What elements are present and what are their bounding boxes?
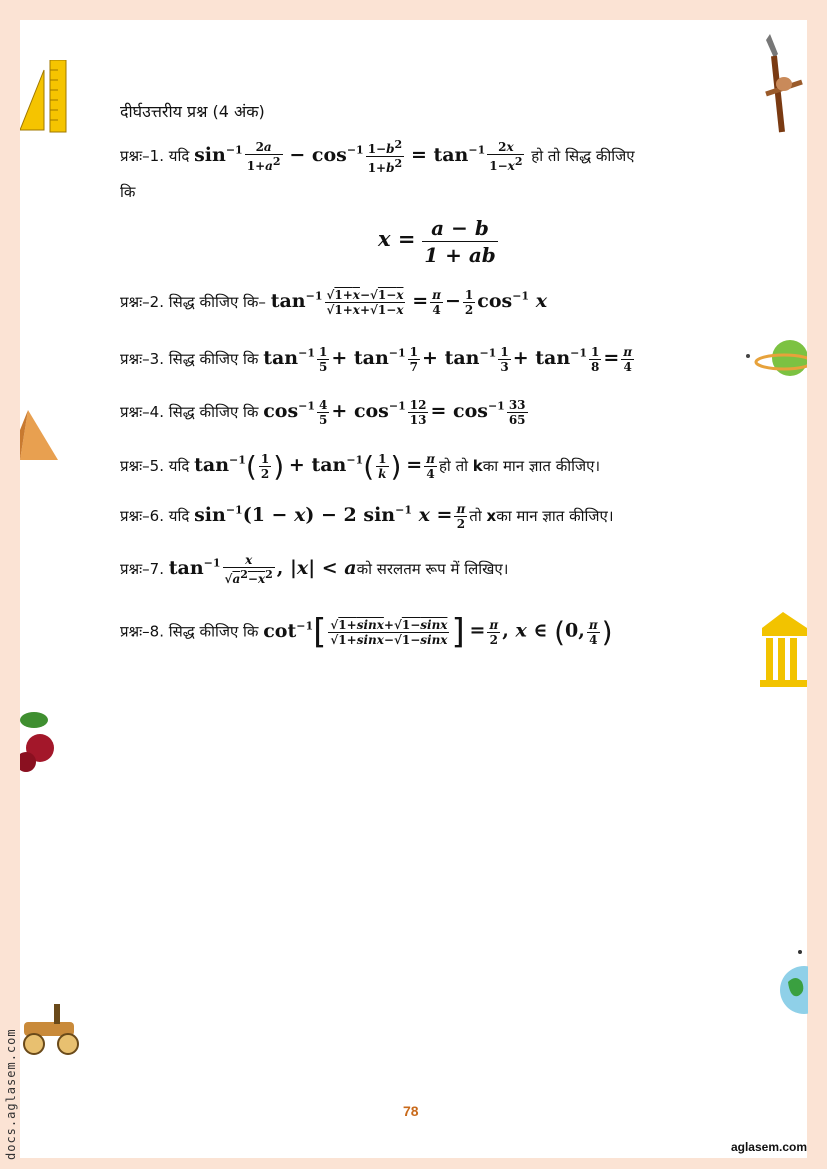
fraction: $\frac{1}{8}$: [591, 345, 600, 374]
math: , |x| < a: [276, 557, 357, 579]
question-label: प्रश्नः–7.: [120, 560, 164, 578]
question-label: प्रश्नः–6.: [120, 507, 164, 525]
question-text: तो: [469, 507, 482, 525]
math: $\tan^{-1}$: [168, 556, 221, 579]
fraction: $\frac{1}{2}$: [260, 452, 270, 481]
math: $\cos^{-1} x$: [477, 289, 548, 312]
globe-icon: [778, 948, 808, 1018]
math: $\tan^{-1}$: [263, 346, 315, 369]
fraction: $\frac{\pi}{2}$: [456, 502, 466, 531]
fraction: $\frac{\pi}{4}$: [426, 452, 435, 481]
fruit-icon: [20, 706, 56, 776]
fraction: $\frac{1}{5}$: [319, 345, 328, 374]
question-text: सिद्ध कीजिए कि–: [168, 293, 266, 311]
result-numerator: a − b: [422, 215, 498, 242]
spear-icon: [762, 34, 807, 134]
question-5: प्रश्नः–5. यदि $\tan^{-1}$( $\frac{1}{2}$ ) + $\tan^{-1}$( $\frac{1}{k}$ ) = $\frac{\pi}{4}$ हो तो kका मान ज्ञात कीजिए।: [120, 450, 601, 483]
math: 0,: [565, 619, 585, 642]
fraction: $\frac{1-b^2}{1+b^2}$: [367, 138, 403, 175]
question-text: यदि: [168, 507, 190, 525]
fraction: $\frac{1}{2}$: [464, 288, 474, 317]
result-lhs: x =: [378, 226, 416, 251]
planet-icon: [742, 336, 807, 381]
fraction: $\frac{\pi}{2}$: [489, 617, 499, 647]
temple-icon: [760, 608, 807, 688]
question-label: प्रश्नः–4.: [120, 403, 164, 421]
page-number: 78: [403, 1103, 419, 1119]
math: =: [603, 347, 620, 369]
math: = $\tan^{-1}$: [410, 143, 486, 166]
question-7: [120, 553, 508, 586]
math: $\tan^{-1}$: [270, 289, 323, 312]
question-label: प्रश्नः–8.: [120, 622, 164, 641]
math: −: [444, 290, 461, 312]
question-text: सिद्ध कीजिए कि: [168, 350, 259, 368]
question-1-continuation: कि: [120, 183, 136, 201]
question-text: यदि: [168, 147, 190, 165]
question-3: [120, 345, 636, 374]
fraction: $\frac{1}{3}$: [500, 345, 509, 374]
fraction: $\frac{1}{7}$: [409, 345, 419, 374]
fraction: $\frac{4}{5}$: [319, 398, 328, 427]
math: $\tan^{-1}$: [194, 453, 246, 476]
result-denominator: 1 + ab: [424, 243, 496, 267]
fraction: $\frac{33}{65}$: [508, 398, 526, 427]
question-text: सिद्ध कीजिए कि: [168, 403, 259, 421]
question-6: [120, 502, 614, 531]
math: , x ∈: [502, 619, 555, 642]
math: + $\tan^{-1}$: [512, 346, 588, 369]
math: + $\tan^{-1}$: [331, 346, 406, 369]
question-4: [120, 398, 530, 427]
fraction: $\frac{√1+\sin x+√1-\sin x}{√1+\sin x-√1-\sin x}$: [330, 617, 448, 647]
cannon-icon: [20, 998, 82, 1058]
question-text: सिद्ध कीजिए कि: [168, 622, 259, 641]
math: $\sin^{-1}$: [194, 143, 243, 166]
math: = $\cos^{-1}$: [430, 399, 505, 422]
math: =: [406, 454, 423, 476]
question-text: यदि: [168, 457, 190, 475]
question-text: हो तो सिद्ध कीजिए: [531, 147, 635, 165]
fraction: $\frac{\pi}{4}$: [623, 345, 633, 374]
math: − $\cos^{-1}$: [289, 143, 364, 166]
math: + $\tan^{-1}$: [288, 453, 364, 476]
fraction: $\frac{\pi}{4}$: [588, 617, 598, 647]
math: + $\tan^{-1}$: [422, 346, 497, 369]
question-label: प्रश्नः–2.: [120, 293, 164, 311]
ruler-icon: [20, 60, 68, 135]
variable: k: [472, 457, 483, 475]
question-label: प्रश्नः–1.: [120, 147, 164, 165]
question-label: प्रश्नः–3.: [120, 350, 164, 368]
fraction: $\frac{\pi}{4}$: [432, 288, 441, 317]
math: $\sin^{-1}(1 - x) - 2$ $\sin^{-1} x$ =: [194, 503, 453, 526]
question-text: का मान ज्ञात कीजिए।: [496, 507, 614, 525]
question-text: हो तो: [438, 457, 469, 475]
math: $\cot^{-1}$: [263, 619, 314, 642]
fraction: $\frac{2a}{1+a^2}$: [246, 140, 281, 173]
site-name: aglasem.com: [730, 1140, 807, 1154]
question-2: [120, 288, 547, 317]
question-8: प्रश्नः–8. सिद्ध कीजिए कि $\cot^{-1}$[ $\frac{√1+\sin x+√1-\sin x}{√1+\sin x-√1-\sin x}$ ] = $\frac{\pi}{2}$ , x ∈ (0, $\frac{\pi}{4}$ ): [120, 612, 613, 652]
page: [20, 20, 807, 1158]
question-1-result: [378, 215, 500, 268]
fraction: $\frac{2x}{1-x^2}$: [489, 140, 523, 173]
question-text: को सरलतम रूप में लिखिए।: [356, 560, 509, 578]
fraction: $\frac{x}{√a^2-x^2}$: [224, 553, 273, 586]
result-fraction: [422, 215, 498, 268]
question-text: का मान ज्ञात कीजिए।: [482, 457, 601, 475]
question-label: प्रश्नः–5.: [120, 457, 164, 475]
fraction: $\frac{√1+x-√1-x}{√1+x+√1-x}$: [326, 288, 404, 317]
fraction: $\frac{1}{k}$: [378, 452, 387, 481]
section-heading: दीर्घउत्तरीय प्रश्न (4 अंक): [120, 102, 265, 121]
pyramid-icon: [20, 410, 58, 470]
math: =: [412, 290, 429, 312]
math: + $\cos^{-1}$: [331, 399, 406, 422]
watermark: docs.aglasem.com: [4, 1028, 18, 1160]
question-1: [120, 138, 635, 175]
variable: x: [486, 507, 497, 525]
math: $\cos^{-1}$: [263, 399, 316, 422]
math: =: [469, 619, 486, 642]
fraction: $\frac{12}{13}$: [409, 398, 427, 427]
